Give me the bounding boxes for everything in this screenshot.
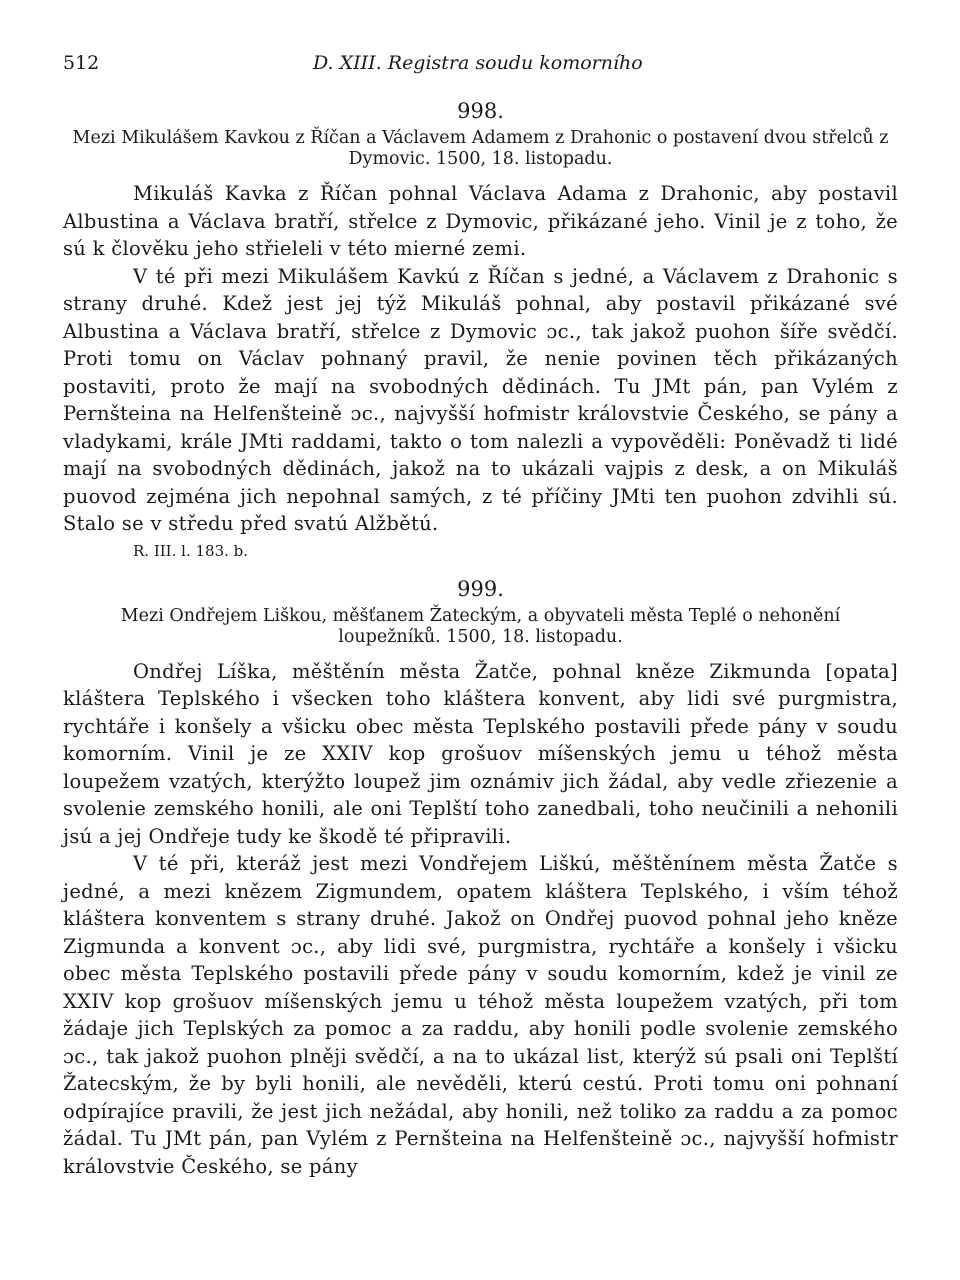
entry-998 (63, 98, 898, 562)
entry-heading: Mezi Ondřejem Liškou, měšťanem Žateckým, a obyvateli města Teplé o nehonění loupežníků. 1500, 18. listopadu. (120, 605, 841, 647)
entry-paragraph: Mikuláš Kavka z Říčan pohnal Václava Adama z Drahonic, aby postavil Albustina a Václava bratří, střelce z Dymovic, přikázané jeho. Vinil je z toho, že sú k člověku jeho střieleli v této mierné zemi. (63, 182, 898, 260)
page-number: 512 (63, 52, 100, 74)
entry-body (63, 180, 898, 538)
entry-paragraph: V té při mezi Mikulášem Kavkú z Říčan s jedné, a Václavem z Drahonic s strany druhé. Kdež jest jej týž Mikuláš pohnal, aby postavil přikázané své Albustina a Václava bratří, střelce z Dymovic ɔc., tak jakož puohon šíře svědčí. Proti tomu on Václav pohnaný pravil, že nenie povinen těch přikázaných postaviti, proto že mají na svobodných dědinách. Tu JMt pán, pan Vylém z Pernšteina na Helfenšteině ɔc., najvyšší hofmistr královstvie Českého, se pány a vladykami, krále JMti raddami, takto o tom nalezli a vypověděli: Poněvadž ti lidé mají na svobodných dědinách, jakož na to ukázali vajpis z desk, a on Mikuláš puovod zejména jich nepohnal samých, z té příčiny JMti ten puohon zdvihli sú. Stalo se v středu před svatú Alžbětú. (63, 264, 898, 535)
entry-number: 998. (457, 99, 504, 123)
running-title: D. XIII. Registra soudu komorního (313, 52, 643, 74)
entry-999 (63, 576, 898, 1181)
page-content (63, 92, 898, 1180)
running-head (63, 52, 898, 84)
source-reference: R. III. l. 183. b. (133, 541, 249, 560)
entry-paragraph: V té při, kteráž jest mezi Vondřejem Liškú, měštěnínem města Žatče s jedné, a mezi knězem Zigmundem, opatem kláštera Teplského, i vším téhož kláštera konventem s strany druhé. Jakož on Ondřej puovod pohnal jeho kněze Zigmunda a konvent ɔc., aby lidi své, purgmistra, rychtáře a konšely i všicku obec města Teplského postavili přede pány v soudu komorním, kdež je vinil ze XXIV kop grošuov míšenských jemu u téhož města loupežem vzatých, při tom žádaje jich Teplských za pomoc a za raddu, aby honili podle svolenie zemského ɔc., tak jakož puohon plněji svědčí, a na to ukázal list, kterýž sú psali oni Teplští Žatecským, že by byli honili, ale nevěděli, kterú cestú. Proti tomu oni pohnaní odpírajíce pravili, že jest jich nežádal, aby honili, než toliko za raddu a za pomoc žádal. Tu JMt pán, pan Vylém z Pernšteina na Helfenšteině ɔc., najvyšší hofmistr královstvie Českého, se pány (63, 852, 898, 1178)
entry-paragraph: Ondřej Líška, měštěnín města Žatče, pohnal kněze Zikmunda [opata] kláštera Teplského i všecken toho kláštera konvent, aby lidi své purgmistra, rychtáře i konšely a všicku obec města Teplského postavili přede pány v soudu komorním. Vinil je ze XXIV kop grošuov míšenských jemu u téhož města loupežem vzatých, kterýžto loupež jim oznámiv jich žádal, aby vedle zřiezenie a svolenie zemského honili, ale oni Teplští toho zanedbali, toho neučinili a nehonili jsú a jej Ondřeje tudy ke škodě té připravili. (63, 659, 898, 848)
entry-body (63, 658, 898, 1181)
entry-number: 999. (457, 576, 504, 601)
entry-heading: Mezi Mikulášem Kavkou z Říčan a Václavem Adamem z Drahonic o postavení dvou střelců z Dymovic. 1500, 18. listopadu. (72, 128, 889, 169)
